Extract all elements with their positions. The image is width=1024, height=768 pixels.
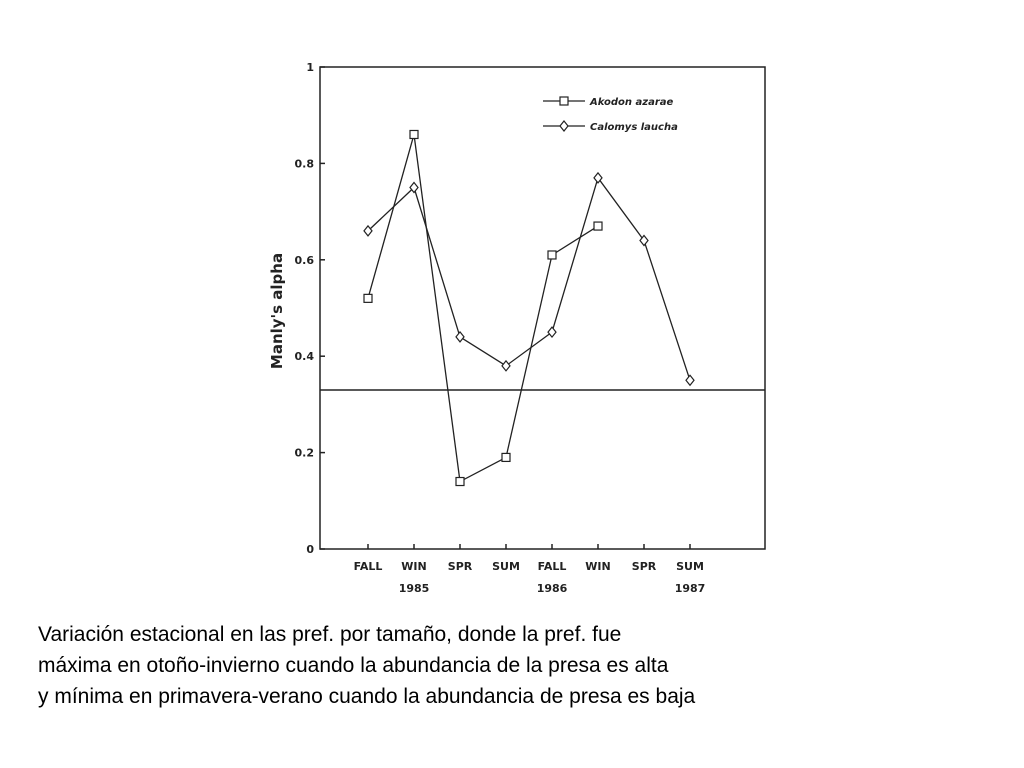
legend-label: Calomys laucha [590,122,678,133]
x-year-label: 1985 [398,582,430,595]
data-point-diamond [502,361,510,371]
y-tick-label: 0 [306,543,314,556]
data-point-diamond [456,332,464,342]
data-point-diamond [686,375,694,385]
x-tick-label: FALL [353,560,383,573]
series-line [368,134,598,481]
data-point-square [560,97,568,105]
x-year-label: 1987 [674,582,706,595]
data-point-square [364,294,372,302]
legend-item [543,97,674,108]
data-point-square [548,251,556,259]
caption-line: máxima en otoño-invierno cuando la abundancia de la presa es alta [38,654,669,677]
caption-line: Variación estacional en las pref. por tamaño, donde la pref. fue [38,623,622,646]
data-point-square [456,478,464,486]
series-akodon-azarae [364,130,602,485]
x-tick-label: WIN [585,560,611,573]
x-axis-ticks [354,544,706,595]
legend-item [543,121,678,133]
caption-line: y mínima en primavera-verano cuando la abundancia de presa es baja [38,685,696,708]
x-tick-label: SUM [492,560,520,573]
y-tick-label: 0.2 [294,446,314,460]
legend-label: Akodon azarae [590,97,674,108]
data-point-square [410,130,418,138]
series-group [364,130,694,485]
x-tick-label: SPR [447,560,473,573]
caption [38,619,998,712]
series-line [368,178,690,380]
x-year-label: 1986 [536,582,568,595]
y-tick-label: 0.4 [294,350,314,364]
data-point-square [594,222,602,230]
data-point-diamond [560,121,568,131]
x-tick-label: WIN [401,560,427,573]
y-tick-label: 1 [306,61,314,74]
data-point-diamond [548,327,556,337]
y-tick-label: 0.6 [294,253,314,267]
x-tick-label: SUM [676,560,704,573]
x-tick-label: SPR [631,560,657,573]
y-axis-label: Manly's alpha [268,252,286,370]
y-tick-label: 0.8 [294,157,314,171]
data-point-square [502,453,510,461]
x-tick-label: FALL [537,560,567,573]
plot-frame [320,67,765,549]
legend [543,97,678,133]
